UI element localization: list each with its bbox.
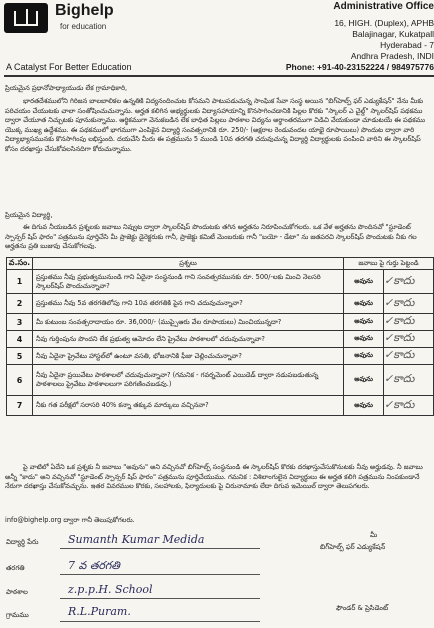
address-line-2: Balajinagar, Kukatpall [352, 29, 434, 39]
row-number: 4 [7, 331, 33, 348]
table-row [7, 294, 434, 314]
handwritten-answer: కాదు [393, 397, 415, 411]
handwritten-answer: కాదు [393, 331, 415, 344]
answer-no-option[interactable] [384, 396, 434, 416]
instructions-paragraph: ఈ దిగువ నీయబడిన ప్రశ్నలకు జవాబు నివ్వుట ద్వారా స్కాలర్‌షిప్ పొందుటకు తగిన అర్హతను నిరూపించుకోగలరు. ఒక వేళ అర్హతను పొందినచో "స్టూడెంట్ స్పాన్సర్ షిప్ ఫారం" పత్రమును పూర్తిచేసి మీ ప్రాజెక్టు డైరెక్టరుకు గానీ, ప్రాజెక్టు కమిటీ మెంబరుకు గానీ "బయో - డేటా" ను జతపరచి స్కాలర్‌షిప్ పొందుటకు నీకు గల అర్హతను ప్రతి బుజువు చేసుకోగలవు. [5, 223, 417, 250]
question-text: మీ కుటుంబ సంవత్సరాదాయం రూ. 36,000/- (ముప్పైఆరు వేల రూపాయలు) మించియున్నదా? [32, 314, 343, 331]
closing-paragraph: పై వాటిలో ఏదేని ఒక ప్రశ్నకు నీ జవాబు "అవును" అని వచ్చినచో బిగ్‌హెల్ప్ సంస్థనుండి ఈ స్కాలర్‌షిప్ కొరకు దరఖాస్తుచేసుకొనుటకు నీవు అర్హుడవు. నీ జవాబు అన్నీ "కాదు" అని వచ్చినచో "స్టూడెంట్ స్పాన్సర్ షిప్ ఫారం" పత్రమును పూర్తిచేయుము. గమనిక : విశిలాంగులైన విద్యార్థులు ఈ అర్హత కలిగి పత్రమును నింపకుండానే నేరుగా దరఖాస్తు చేసుకోవచ్చును. ఇతర వివరముల కొరకు, సలహాలకు, ఫిర్యాదులకు పై చిరునామాకు లేదా దిగువ ఇమెయిల్ ద్వారా తెలుపగలరు. [5, 463, 423, 490]
handwritten-answer: కాదు [393, 372, 415, 385]
address-line-4: Andhra Pradesh, INDI [350, 51, 434, 61]
signoff-organization: బిగ్‌హెల్ప్ ఫర్ ఎడ్యుకేషన్ [320, 543, 386, 551]
tick-mark-icon: ✓ [384, 295, 394, 309]
brand-name: Bighelp [55, 2, 114, 19]
class-field[interactable]: 7 వ తరగతి [68, 559, 120, 572]
tick-mark-icon: ✓ [384, 372, 394, 385]
intro-paragraph: భారతదేశములోని గిరిజన బాలబాలికల ఉన్నతికి విద్యనందించుట కోసమని పాటుపడుచున్న సాంఘిక సేవా సంస్థ అయిన "బిగ్‌హెల్ప్ ఫర్ ఎడ్యుకేషన్" నేను మీకు పరిచయం చేయుటకు చాలా సంతోషించుచున్నాను. అర్హత కలిగిన అభ్యర్థులకు విద్యాసహాయాన్ని కొనసాగించడానికి పిల్లల కొరకు "స్కాలర్ ఎ చైల్డ్" స్కాలర్‌షిప్ పథకము ద్వారా చేయూత నిచ్చుటకు పూనుకున్నాము. ఆర్థికముగా వెనుకబడిన లేక బాధిత పిల్లలు పాఠశాల విద్యను అర్థాంతరముగా విడిచి వేయకుండా చూడుటయే ఈ పథకము యొక్క ముఖ్య ఉద్దేశము. ఈ పథకములో భాగముగా ఎంపికైన విద్యార్థి సంవత్సరానికి రూ. 250/- (అక్షరాల రెండువందల యాభై రూపాయిలు) పొందుట ద్వారా వారి విద్యాభ్యాసమునకు కొనసాగింపు లభిస్తుంది. దయచేసి మీరు ఈ పత్రమును 5 ముండి 10వ తరగతి చదువుచున్న విద్యార్థి విద్యార్థులకు పంపించి వారిని ఈ స్కాలర్‌షిప్ కోసం దరఖాస్తు చేసుకోవలసినదిగా కోరుచున్నాము. [5, 97, 425, 153]
table-row [7, 270, 434, 294]
phone-numbers: Phone: +91-40-23152224 / 984975776 [285, 62, 434, 72]
question-text: నీవు గుర్తింపును పొందని లేక ప్రభుత్వ ఆమోదం లేని ప్రైవేటు పాఠశాలలో చదువుచున్నావా? [32, 331, 343, 348]
answer-no-option[interactable] [384, 348, 434, 365]
brand-subtitle: for education [60, 22, 107, 31]
school-underline [60, 598, 260, 599]
col-header-answer: జవాబు పై గుర్తు పెట్టండి [344, 258, 434, 270]
handwritten-answer: కాదు [393, 348, 415, 361]
answer-yes-option[interactable]: అవును [344, 314, 384, 331]
class-underline [60, 574, 260, 575]
row-number: 3 [7, 314, 33, 331]
row-number: 1 [7, 270, 33, 294]
name-label: విద్యార్థి పేరు [6, 538, 39, 546]
tick-mark-icon: ✓ [384, 331, 394, 344]
header-divider [4, 75, 434, 77]
answer-yes-option[interactable]: అవును [344, 294, 384, 314]
tick-mark-icon: ✓ [384, 273, 394, 287]
answer-yes-option[interactable]: అవును [344, 365, 384, 396]
table-row [7, 396, 434, 416]
answer-no-option[interactable] [384, 365, 434, 396]
village-field[interactable]: R.L.Puram. [68, 605, 131, 618]
question-text: నీకు గత పరీక్షలో సరాసరి 40% కన్నా తక్కువ మార్కులు వచ్చినవా? [32, 396, 343, 416]
office-title: Administrative Office [333, 1, 434, 12]
answer-no-option[interactable] [384, 294, 434, 314]
village-label: గ్రామము [6, 611, 29, 619]
table-header-row [7, 258, 434, 270]
row-number: 5 [7, 348, 33, 365]
table-row [7, 348, 434, 365]
question-text: ప్రస్తుతము నీవు 5వ తరగతిలోపు గాని 10వ తరగతికి పైన గాని చదువుచున్నావా? [32, 294, 343, 314]
row-number: 2 [7, 294, 33, 314]
signoff-yours: మీ [370, 531, 378, 539]
answer-yes-option[interactable]: అవును [344, 396, 384, 416]
tick-mark-icon: ✓ [384, 397, 394, 411]
village-underline [60, 621, 260, 622]
name-underline [60, 548, 260, 549]
address-line-3: Hyderabad - 7 [380, 40, 434, 50]
answer-no-option[interactable] [384, 314, 434, 331]
class-label: తరగతి [6, 564, 25, 572]
col-header-question: ప్రశ్నలు [32, 258, 343, 270]
email-contact: info@bighelp.org ద్వారా గానీ తెలుపుకోగలరు. [5, 516, 135, 524]
question-text: నీవు ఏదైనా ప్రైవేటు హాస్టల్‌లో ఉంటూ వసతి, భోజనానికి ఫీజు చెల్లించుచున్నావా? [32, 348, 343, 365]
answer-no-option[interactable] [384, 270, 434, 294]
eligibility-table [6, 257, 434, 416]
question-text: ప్రస్తుతము నీవు ప్రభుత్వమునుండి గాని ఏదైనా సంస్థనుండి గాని సంవత్సరమునకు రూ. 500/-లకు మించి నెలసరి స్కాలర్‌షిప్ పొందుచున్నావా? [32, 270, 343, 294]
student-salutation: ప్రియమైన విద్యార్థి, [5, 211, 53, 219]
school-field[interactable]: z.p.p.H. School [68, 583, 153, 596]
question-text: నీవు ఏదైనా ప్రయివేటు పాఠశాలలో చదువుచున్నావా? (గమనిక - గవర్నమెంట్ ఎయిడెడ్ ద్వారా నడుపబడుతున్న పాఠశాలలు ప్రైవేటు పాఠశాలలుగా పరిగణించబడవు.) [32, 365, 343, 396]
answer-yes-option[interactable]: అవును [344, 348, 384, 365]
table-row [7, 365, 434, 396]
row-number: 7 [7, 396, 33, 416]
table-row [7, 314, 434, 331]
name-field[interactable]: Sumanth Kumar Medida [68, 533, 205, 546]
answer-no-option[interactable] [384, 331, 434, 348]
school-label: పాఠశాల [6, 588, 28, 596]
handwritten-answer: కాదు [393, 273, 415, 287]
answer-yes-option[interactable]: అవును [344, 331, 384, 348]
col-header-no: వ.సం. [7, 258, 33, 270]
tick-mark-icon: ✓ [384, 314, 394, 327]
signoff-title: ఫౌండర్ & ప్రెసిడెంట్ [336, 604, 389, 612]
answer-yes-option[interactable]: అవును [344, 270, 384, 294]
handwritten-answer: కాదు [393, 314, 415, 327]
table-row [7, 331, 434, 348]
tagline: A Catalyst For Better Education [6, 62, 132, 72]
address-line-1: 16, HIGH. (Duplex), APHB [334, 18, 434, 28]
book-logo-icon [4, 3, 48, 33]
salutation: ప్రియమైన ప్రధానోపాధ్యాయుడు లేక గ్రామాధికారి, [5, 84, 128, 92]
tick-mark-icon: ✓ [384, 348, 394, 361]
handwritten-answer: కాదు [393, 295, 415, 309]
row-number: 6 [7, 365, 33, 396]
